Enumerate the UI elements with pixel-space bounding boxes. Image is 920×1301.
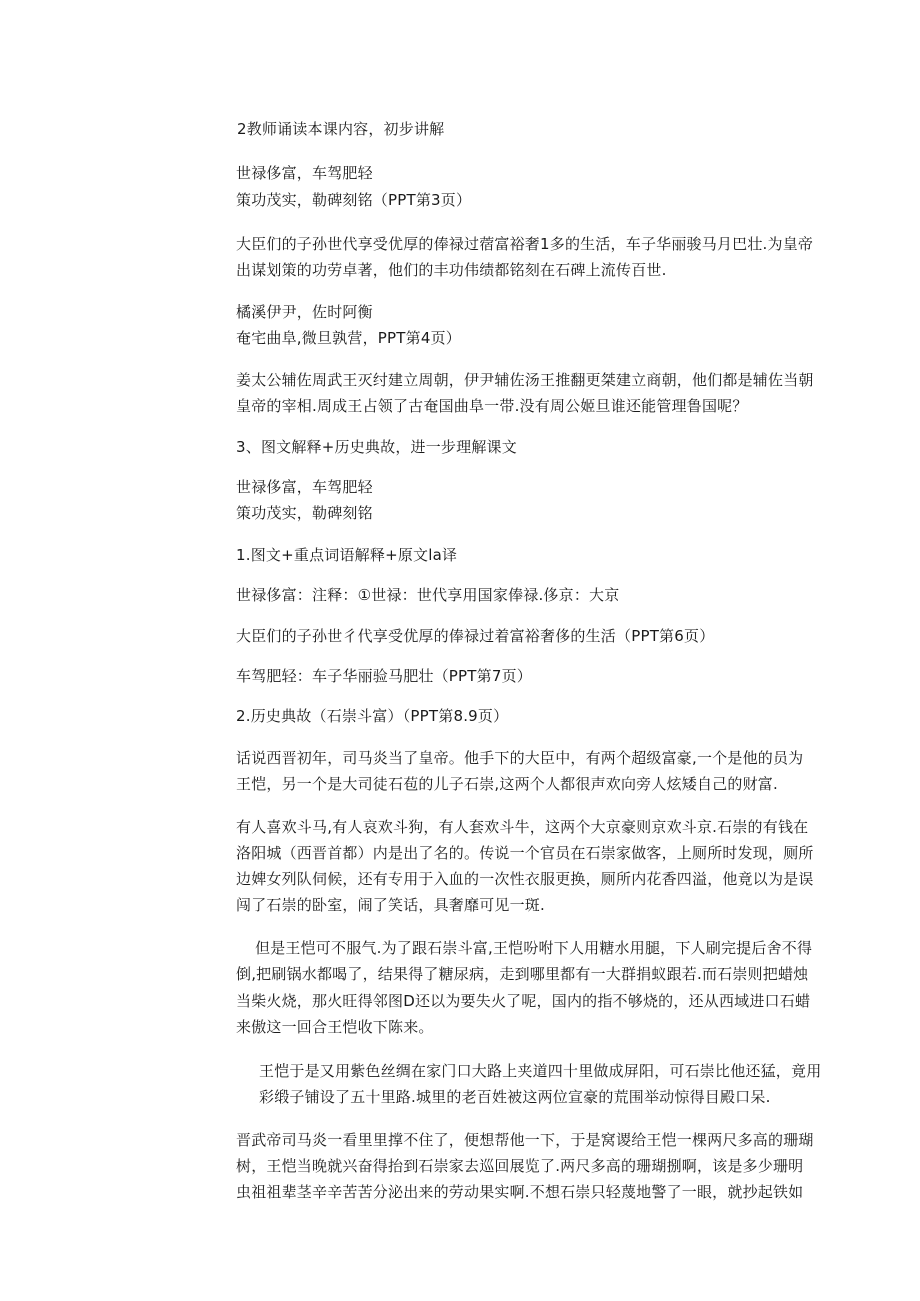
paragraph-line: 虫祖祖辈茎辛辛苦苦分泌出来的劳动果实啊.不想石崇只轻蔑地警了一眼，就抄起铁如 — [236, 1183, 804, 1201]
paragraph-line: 大臣们的子孙世彳代享受优厚的俸禄过着富裕奢侈的生活（PPT第6页） — [236, 627, 715, 645]
paragraph-line: 车驾肥轻：车子华丽验马肥壮（PPT第7页） — [236, 667, 532, 685]
verse-line: 奄宅曲阜,微旦孰营，PPT第4页） — [236, 329, 461, 347]
paragraph-line: 世禄侈富：注释：①世禄：世代享用国家俸禄.侈京：大京 — [236, 586, 620, 604]
verse-line: 世禄侈富，车驾肥轻 — [236, 164, 373, 182]
paragraph-line: 有人喜欢斗马,有人哀欢斗狗，有人套欢斗牛，这两个大京豪则京欢斗京.石崇的有钱在 — [236, 818, 809, 836]
paragraph-line: 倒,把刷锅水都喝了，结果得了糖尿病，走到哪里都有一大群捐蚁跟若.而石崇则把蜡烛 — [236, 965, 809, 983]
verse-line: 策功茂实，勒碑刻铭 — [236, 504, 373, 522]
paragraph-line: 王恺，另一个是大司徒石苞的儿子石崇,这两个人都很声欢向旁人炫矮自己的财富. — [236, 775, 778, 793]
paragraph-line: 树，王恺当晚就兴奋得抬到石崇家去巡回展览了.两尺多高的珊瑚捌啊，该是多少珊明 — [236, 1157, 804, 1175]
paragraph-line: 彩缎子铺设了五十里路.城里的老百姓被这两位宣豪的荒围举动惊得目殿口呆. — [259, 1088, 771, 1106]
paragraph-line: 大臣们的子孙世代享受优厚的俸禄过蓿富裕奢1多的生活，车子华丽骏马月巴壮.为皇帝 — [236, 235, 814, 253]
subheading: 1.图文+重点词语解释+原文la译 — [236, 546, 458, 564]
paragraph-line: 皇帝的宰相.周成王占领了古奄国曲阜一带.没有周公姬旦谁还能管理鲁国呢？ — [236, 397, 748, 415]
verse-line: 世禄侈富，车驾肥轻 — [236, 478, 373, 496]
heading-step-3: 3、图文解释+历史典故，进一步理解课文 — [236, 438, 517, 456]
verse-line: 策功茂实，勒碑刻铭（PPT第3页） — [236, 191, 472, 209]
heading-step-2: 2教师诵读本课内容，初步讲解 — [237, 120, 445, 138]
subheading: 2.历史典故（石崇斗富）（PPT第8.9页） — [236, 707, 509, 725]
verse-line: 橘溪伊尹，佐时阿衡 — [236, 303, 373, 321]
paragraph-line: 洛阳城（西晋首都）内是出了名的。传说一个官员在石崇家做客，上厕所时发现，厕所 — [236, 844, 814, 862]
paragraph-line: 闯了石崇的卧室，闹了笑话，具奢靡可见一斑. — [236, 896, 545, 914]
paragraph-line: 王恺于是又用紫色丝绸在家门口大路上夹道四十里做成屏阳，可石崇比他还猛，竟用 — [259, 1062, 822, 1080]
paragraph-line: 出谋划策的功劳卓著，他们的丰功伟绩都铭刻在石碑上流传百世. — [236, 261, 667, 279]
paragraph-line: 姜太公辅佐周武王灭纣建立周朝，伊尹辅佐汤王推翻更桀建立商朝，他们都是辅佐当朝 — [236, 371, 814, 389]
paragraph-line: 当柴火烧，那火旺得邻图D还以为要失火了呢，国内的指不够烧的，还从西域进口石蜡 — [236, 992, 811, 1010]
paragraph-line: 但是王恺可不服气.为了跟石崇斗富,王恺吩咐下人用糖水用腿，下人刷完提后舍不得 — [255, 939, 813, 957]
paragraph-line: 晋武帝司马炎一看里里撑不住了，便想帮他一下，于是窝谡给王恺一棵两尺多高的珊瑚 — [236, 1131, 814, 1149]
paragraph-line: 话说西晋初年，司马炎当了皇帝。他手下的大臣中，有两个超级富豪,一个是他的员为 — [236, 749, 804, 767]
paragraph-line: 来傲这一回合王恺收下陈来。 — [236, 1018, 434, 1036]
paragraph-line: 边婢女列队伺候，还有专用于入血的一次性衣服更换，厕所内花香四溢，他竟以为是误 — [236, 870, 814, 888]
